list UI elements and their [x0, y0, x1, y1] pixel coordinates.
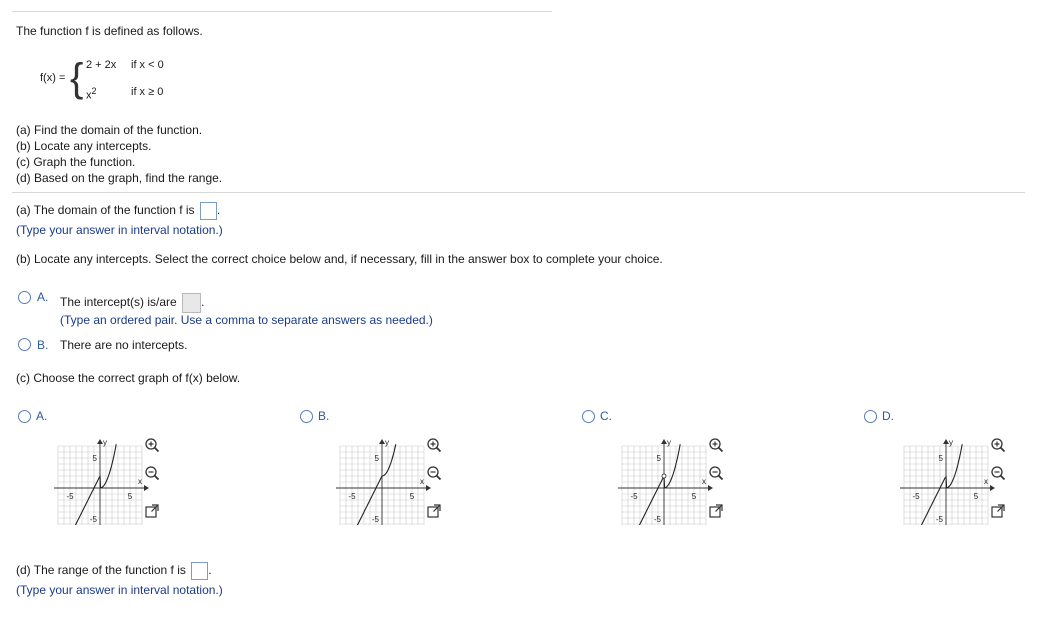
part-d-question: (d) The range of the function f is . [16, 562, 212, 580]
graph-choice-1-radio[interactable] [300, 410, 313, 423]
zoom-in-icon[interactable] [708, 437, 724, 453]
piece2-exponent: 2 [91, 86, 97, 96]
part-d-hint: (Type your answer in interval notation.) [16, 583, 223, 597]
x-tick-neg5: -5 [66, 492, 74, 501]
open-graph-icon[interactable] [144, 503, 160, 519]
x-axis-arrow [990, 485, 995, 491]
y-tick-neg5: -5 [653, 515, 661, 524]
axis-y-label: y [667, 438, 671, 447]
task-a: (a) Find the domain of the function. [16, 123, 203, 137]
graph-choice-0[interactable] [40, 430, 150, 525]
piece2-expression [86, 86, 97, 102]
part-b-question: (b) Locate any intercepts. Select the correct choice below and, if necessary, fill in the answer box to complete your choice. [16, 252, 663, 266]
part-c-question: (c) Choose the correct graph of f(x) below. [16, 371, 241, 385]
x-tick-5: 5 [127, 492, 133, 501]
choice-b-b-text: There are no intercepts. [60, 338, 188, 352]
graph-curve-piece-1 [946, 444, 962, 488]
piece1-expression: 2 + 2x [86, 59, 117, 71]
axis-x-label: x [138, 477, 142, 486]
choice-b-a-letter[interactable]: A. [37, 290, 49, 304]
x-tick-5: 5 [973, 492, 979, 501]
zoom-out-icon[interactable] [990, 465, 1006, 481]
choice-b-b-letter[interactable]: B. [37, 338, 49, 352]
part-d-question-text: (d) The range of the function f is [16, 563, 186, 578]
task-list [16, 122, 222, 186]
axis-x-label: x [420, 477, 424, 486]
x-axis-arrow [144, 485, 149, 491]
graph-choice-1[interactable] [322, 430, 432, 525]
open-graph-icon[interactable] [990, 503, 1006, 519]
intercepts-answer-box[interactable] [182, 293, 201, 313]
choice-b-a-hint: (Type an ordered pair. Use a comma to separate answers as needed.) [60, 313, 433, 327]
axis-x-label: x [702, 477, 706, 486]
zoom-out-icon[interactable] [708, 465, 724, 481]
task-c: (c) Graph the function. [16, 155, 136, 169]
choice-b-a-label: The intercept(s) is/are [60, 295, 177, 310]
y-tick-neg5: -5 [89, 515, 97, 524]
graph-choice-2-radio[interactable] [582, 410, 595, 423]
y-tick-5: 5 [92, 454, 97, 463]
task-d: (d) Based on the graph, find the range. [16, 171, 223, 185]
graph-curve-piece-1 [664, 444, 680, 488]
x-tick-5: 5 [691, 492, 697, 501]
choice-b-a-radio[interactable] [18, 291, 31, 304]
piece2-condition: if x ≥ 0 [131, 86, 164, 98]
graph-choice-1-letter[interactable]: B. [318, 409, 330, 423]
domain-answer-box[interactable] [200, 202, 217, 220]
choice-b-a-text: The intercept(s) is/are . [60, 293, 204, 313]
x-axis-arrow [708, 485, 713, 491]
zoom-in-icon[interactable] [990, 437, 1006, 453]
y-tick-5: 5 [656, 454, 661, 463]
y-tick-5: 5 [938, 454, 943, 463]
top-divider [12, 11, 552, 12]
piece1-condition: if x < 0 [131, 59, 164, 71]
piece2-base: x [86, 89, 92, 102]
axis-y-label: y [103, 438, 107, 447]
range-answer-box[interactable] [191, 562, 208, 580]
part-a-hint: (Type your answer in interval notation.) [16, 223, 223, 237]
graph-choice-3-letter[interactable]: D. [882, 409, 894, 423]
graph-choice-3[interactable] [886, 430, 996, 525]
fx-label: f(x) = [40, 72, 66, 84]
zoom-in-icon[interactable] [144, 437, 160, 453]
graph-choice-0-letter[interactable]: A. [36, 409, 48, 423]
y-tick-neg5: -5 [935, 515, 943, 524]
problem-intro: The function f is defined as follows. [16, 24, 203, 38]
choice-b-b-radio[interactable] [18, 338, 31, 351]
axis-y-label: y [385, 438, 389, 447]
y-tick-5: 5 [374, 454, 379, 463]
brace: { [70, 56, 84, 100]
x-tick-neg5: -5 [348, 492, 356, 501]
y-tick-neg5: -5 [371, 515, 379, 524]
graph-choice-3-radio[interactable] [864, 410, 877, 423]
graph-choice-0-radio[interactable] [18, 410, 31, 423]
x-tick-neg5: -5 [630, 492, 638, 501]
x-axis-arrow [426, 485, 431, 491]
open-graph-icon[interactable] [708, 503, 724, 519]
zoom-out-icon[interactable] [426, 465, 442, 481]
x-tick-neg5: -5 [912, 492, 920, 501]
zoom-out-icon[interactable] [144, 465, 160, 481]
zoom-in-icon[interactable] [426, 437, 442, 453]
open-endpoint [662, 474, 666, 478]
part-a-question: (a) The domain of the function f is . [16, 202, 220, 220]
open-graph-icon[interactable] [426, 503, 442, 519]
axis-y-label: y [949, 438, 953, 447]
axis-x-label: x [984, 477, 988, 486]
section-divider [12, 192, 1025, 193]
graph-choice-2[interactable] [604, 430, 714, 525]
graph-choice-2-letter[interactable]: C. [600, 409, 612, 423]
x-tick-5: 5 [409, 492, 415, 501]
part-a-question-text: (a) The domain of the function f is [16, 203, 195, 218]
task-b: (b) Locate any intercepts. [16, 139, 152, 153]
